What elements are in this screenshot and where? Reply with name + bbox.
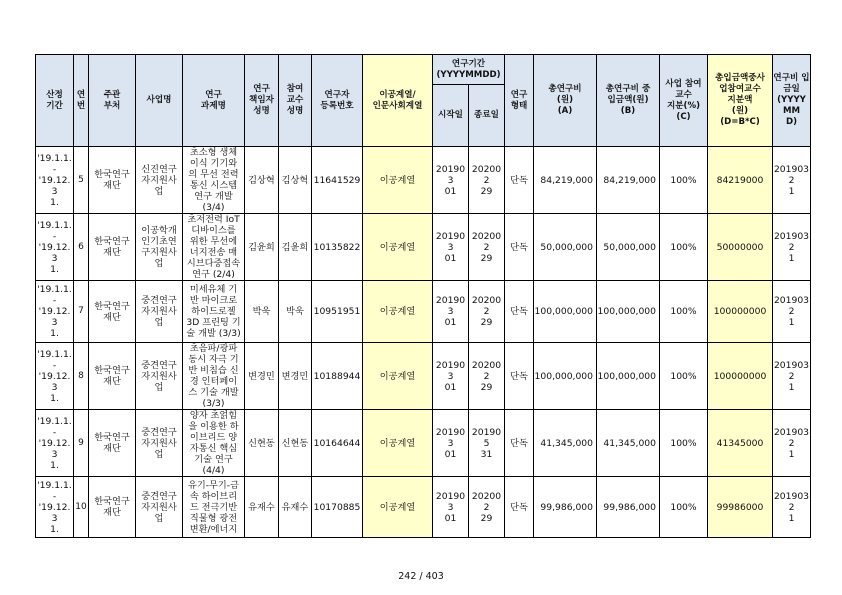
cell-end: 202002 29	[469, 281, 505, 343]
cell-period: '19.1.1.- '19.12.3 1.	[36, 477, 74, 538]
cell-share: 100%	[660, 343, 708, 410]
cell-reg-no: 10164644	[312, 410, 363, 477]
header-field: 이공계열/ 인문사회계열	[363, 55, 433, 147]
cell-deposit: 2019032 1	[773, 343, 811, 410]
cell-amount: 100000000	[708, 281, 773, 343]
header-participant: 참여 교수 성명	[279, 55, 312, 147]
cell-amount: 84219000	[708, 147, 773, 214]
cell-no: 7	[74, 281, 89, 343]
cell-indirect: 41,345,000	[597, 410, 660, 477]
cell-field: 이공계열	[363, 410, 433, 477]
cell-field: 이공계열	[363, 214, 433, 281]
cell-share: 100%	[660, 410, 708, 477]
cell-participant: 신현동	[279, 410, 312, 477]
cell-reg-no: 11641529	[312, 147, 363, 214]
cell-no: 9	[74, 410, 89, 477]
cell-ministry: 한국연구 재단	[89, 147, 136, 214]
header-total: 총연구비 (원) (A)	[534, 55, 597, 147]
cell-program: 중견연구 자지원사 업	[136, 343, 183, 410]
cell-program: 중견연구 자지원사 업	[136, 281, 183, 343]
header-pi: 연구 책임자 성명	[245, 55, 279, 147]
cell-end: 202002 29	[469, 214, 505, 281]
cell-pi: 박욱	[245, 281, 279, 343]
cell-pi: 변경민	[245, 343, 279, 410]
cell-total: 50,000,000	[534, 214, 597, 281]
cell-ministry: 한국연구 재단	[89, 214, 136, 281]
cell-start: 201903 01	[433, 147, 469, 214]
cell-indirect: 50,000,000	[597, 214, 660, 281]
cell-end: 202002 29	[469, 343, 505, 410]
cell-participant: 박욱	[279, 281, 312, 343]
cell-share: 100%	[660, 281, 708, 343]
cell-reg-no: 10135822	[312, 214, 363, 281]
cell-pi: 김상혁	[245, 147, 279, 214]
cell-no: 10	[74, 477, 89, 538]
header-amount: 총입금액중사 업참여교수 지분액 (원) (D=B*C)	[708, 55, 773, 147]
table-row	[36, 477, 811, 538]
cell-total: 41,345,000	[534, 410, 597, 477]
cell-field: 이공계열	[363, 281, 433, 343]
header-no: 연 번	[74, 55, 89, 147]
cell-participant: 김윤희	[279, 214, 312, 281]
cell-indirect: 99,986,000	[597, 477, 660, 538]
cell-start: 201903 01	[433, 214, 469, 281]
header-start: 시작일	[433, 85, 469, 147]
table-row	[36, 410, 811, 477]
cell-program: 중견연구 자지원사 업	[136, 410, 183, 477]
cell-share: 100%	[660, 147, 708, 214]
cell-total: 100,000,000	[534, 281, 597, 343]
cell-field: 이공계열	[363, 343, 433, 410]
cell-indirect: 84,219,000	[597, 147, 660, 214]
header-title: 연구 과제명	[183, 55, 245, 147]
header-end: 종료일	[469, 85, 505, 147]
cell-period: '19.1.1.- '19.12.3 1.	[36, 281, 74, 343]
cell-title: 초음파/광파 동시 자극 기 반 비침습 신 경 인터페이 스 기술 개발 (3/3)	[183, 343, 245, 410]
cell-reg-no: 10170885	[312, 477, 363, 538]
cell-program: 중견연구 자지원사 업	[136, 477, 183, 538]
research-table	[35, 54, 811, 538]
page-number: 242 / 403	[398, 571, 444, 582]
header-ministry: 주관 부처	[89, 55, 136, 147]
cell-end: 202002 29	[469, 477, 505, 538]
header-share: 사업 참여 교수 지분(%) (C)	[660, 55, 708, 147]
header-program: 사업명	[136, 55, 183, 147]
cell-deposit: 2019032 1	[773, 410, 811, 477]
cell-period: '19.1.1.- '19.12.3 1.	[36, 343, 74, 410]
cell-title: 초소형 생체 이식 기기와 의 무선 전력 통신 시스템 연구 개발 (3/4)	[183, 147, 245, 214]
cell-title: 초저전력 IoT 디바이스를 위한 무선에 너지전송 매 시브다중접속 연구 (2/4)	[183, 214, 245, 281]
cell-type: 단독	[505, 214, 534, 281]
cell-amount: 50000000	[708, 214, 773, 281]
cell-type: 단독	[505, 410, 534, 477]
cell-start: 201903 01	[433, 410, 469, 477]
cell-deposit: 2019032 1	[773, 147, 811, 214]
cell-pi: 김윤희	[245, 214, 279, 281]
header-deposit: 연구비 입 금일 (YYYYMM D)	[773, 55, 811, 147]
cell-ministry: 한국연구 재단	[89, 410, 136, 477]
header-indirect: 총연구비 중 입금액(원) (B)	[597, 55, 660, 147]
cell-indirect: 100,000,000	[597, 343, 660, 410]
cell-type: 단독	[505, 343, 534, 410]
cell-deposit: 2019032 1	[773, 477, 811, 538]
cell-type: 단독	[505, 281, 534, 343]
cell-type: 단독	[505, 477, 534, 538]
cell-pi: 신현동	[245, 410, 279, 477]
cell-total: 84,219,000	[534, 147, 597, 214]
header-period: 산정 기간	[36, 55, 74, 147]
cell-end: 202002 29	[469, 147, 505, 214]
cell-title: 미세유체 기 반 마이크로 하이드로젤 3D 프린팅 기 술 개발 (3/3)	[183, 281, 245, 343]
table-row	[36, 214, 811, 281]
cell-pi: 유재수	[245, 477, 279, 538]
cell-reg-no: 10951951	[312, 281, 363, 343]
cell-field: 이공계열	[363, 147, 433, 214]
header-type: 연구 형태	[505, 55, 534, 147]
cell-deposit: 2019032 1	[773, 214, 811, 281]
cell-ministry: 한국연구 재단	[89, 343, 136, 410]
cell-indirect: 100,000,000	[597, 281, 660, 343]
cell-amount: 99986000	[708, 477, 773, 538]
cell-reg-no: 10188944	[312, 343, 363, 410]
table-row	[36, 343, 811, 410]
table-row	[36, 147, 811, 214]
cell-type: 단독	[505, 147, 534, 214]
cell-title: 양자 초얽힘 을 이용한 하 이브리드 양 자통신 핵심 기술 연구 (4/4)	[183, 410, 245, 477]
cell-start: 201903 01	[433, 281, 469, 343]
header-reg-no: 연구자 등록번호	[312, 55, 363, 147]
header-dates: 연구기간 (YYYYMMDD)	[433, 55, 505, 85]
cell-amount: 100000000	[708, 343, 773, 410]
cell-ministry: 한국연구 재단	[89, 477, 136, 538]
cell-period: '19.1.1.- '19.12.3 1.	[36, 410, 74, 477]
cell-program: 이공학개 인기초연 구지원사 업	[136, 214, 183, 281]
cell-start: 201903 01	[433, 477, 469, 538]
cell-end: 201905 31	[469, 410, 505, 477]
cell-period: '19.1.1.- '19.12.3 1.	[36, 214, 74, 281]
table-row	[36, 281, 811, 343]
cell-no: 6	[74, 214, 89, 281]
cell-start: 201903 01	[433, 343, 469, 410]
cell-total: 100,000,000	[534, 343, 597, 410]
cell-no: 5	[74, 147, 89, 214]
cell-amount: 41345000	[708, 410, 773, 477]
cell-title: 유기-무기-금 속 하이브리 드 전극기반 직물형 광전 변환/에너지	[183, 477, 245, 538]
cell-participant: 유재수	[279, 477, 312, 538]
cell-total: 99,986,000	[534, 477, 597, 538]
cell-participant: 변경민	[279, 343, 312, 410]
cell-field: 이공계열	[363, 477, 433, 538]
cell-deposit: 2019032 1	[773, 281, 811, 343]
cell-program: 신진연구 자지원사 업	[136, 147, 183, 214]
cell-no: 8	[74, 343, 89, 410]
cell-period: '19.1.1.- '19.12.3 1.	[36, 147, 74, 214]
cell-share: 100%	[660, 214, 708, 281]
cell-ministry: 한국연구 재단	[89, 281, 136, 343]
cell-participant: 김상혁	[279, 147, 312, 214]
cell-share: 100%	[660, 477, 708, 538]
